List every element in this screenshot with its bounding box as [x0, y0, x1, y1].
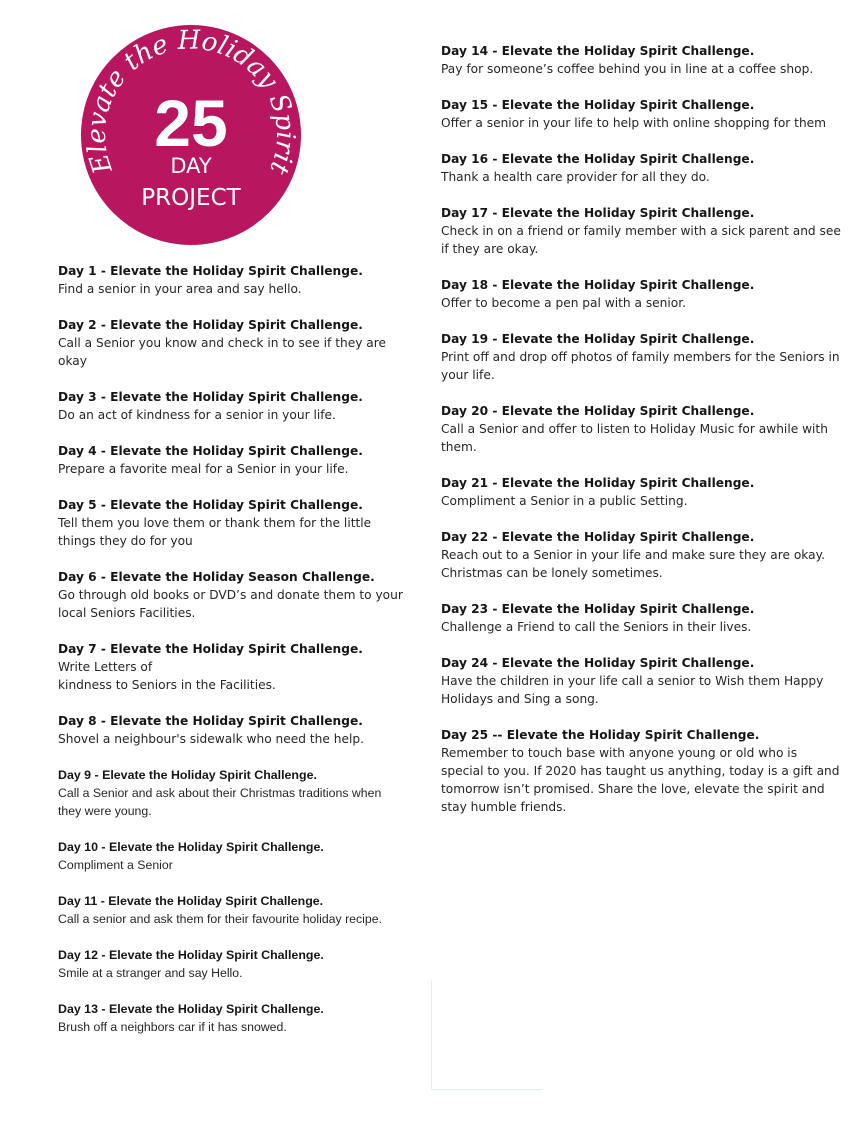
logo-badge	[79, 23, 303, 247]
day-entry-10	[58, 838, 403, 874]
day-title: Day 16 - Elevate the Holiday Spirit Challenge.	[441, 152, 755, 166]
day-text: Shovel a neighbour's sidewalk who need the help.	[58, 732, 364, 746]
day-text: Compliment a Senior in a public Setting.	[441, 494, 688, 508]
day-text: Call a senior and ask them for their favourite holiday recipe.	[58, 912, 382, 926]
day-entry-14	[441, 42, 841, 78]
day-title: Day 21 - Elevate the Holiday Spirit Challenge.	[441, 476, 755, 490]
day-title: Day 13 - Elevate the Holiday Spirit Challenge.	[58, 1002, 324, 1016]
day-title: Day 9 - Elevate the Holiday Spirit Challenge.	[58, 768, 317, 782]
day-text: Pay for someone’s coffee behind you in line at a coffee shop.	[441, 62, 814, 76]
day-title: Day 14 - Elevate the Holiday Spirit Challenge.	[441, 44, 755, 58]
project-logo	[79, 23, 303, 247]
left-column	[58, 262, 403, 1054]
day-title: Day 5 - Elevate the Holiday Spirit Challenge.	[58, 498, 363, 512]
day-text: Reach out to a Senior in your life and make sure they are okay. Christmas can be lonely sometimes.	[441, 548, 825, 580]
day-title: Day 18 - Elevate the Holiday Spirit Challenge.	[441, 278, 755, 292]
logo-number: 25	[154, 86, 228, 160]
day-entry-9	[58, 766, 403, 820]
day-text: Smile at a stranger and say Hello.	[58, 966, 243, 980]
day-entry-23	[441, 600, 841, 636]
day-text: Find a senior in your area and say hello.	[58, 282, 302, 296]
day-text-line-2: kindness to Seniors in the Facilities.	[58, 678, 276, 692]
day-title: Day 7 - Elevate the Holiday Spirit Challenge.	[58, 642, 363, 656]
day-text: Check in on a friend or family member with a sick parent and see if they are okay.	[441, 224, 841, 256]
day-title: Day 20 - Elevate the Holiday Spirit Challenge.	[441, 404, 755, 418]
day-entry-11	[58, 892, 403, 928]
day-text: Thank a health care provider for all they do.	[441, 170, 710, 184]
day-entry-19	[441, 330, 841, 384]
day-text-line-1: Write Letters of	[58, 660, 153, 674]
day-entry-24	[441, 654, 841, 708]
day-text: Compliment a Senior	[58, 858, 173, 872]
day-title: Day 11 - Elevate the Holiday Spirit Challenge.	[58, 894, 324, 908]
day-entry-12	[58, 946, 403, 982]
day-title: Day 15 - Elevate the Holiday Spirit Challenge.	[441, 98, 755, 112]
logo-day-label: DAY	[170, 154, 212, 178]
day-entry-3	[58, 388, 403, 424]
day-entry-6	[58, 568, 403, 622]
day-entry-8	[58, 712, 403, 748]
day-entry-13	[58, 1000, 403, 1036]
day-text: Print off and drop off photos of family members for the Seniors in your life.	[441, 350, 840, 382]
day-entry-1	[58, 262, 403, 298]
day-title: Day 22 - Elevate the Holiday Spirit Challenge.	[441, 530, 755, 544]
day-text: Go through old books or DVD’s and donate them to your local Seniors Facilities.	[58, 588, 403, 620]
day-text: Offer to become a pen pal with a senior.	[441, 296, 687, 310]
day-text: Offer a senior in your life to help with online shopping for them	[441, 116, 827, 130]
day-text: Remember to touch base with anyone young or old who is special to you. If 2020 has taught us anything, today is a gift and tomorrow isn’t promised. Share the love, elevate the spirit and stay humble friends.	[441, 746, 840, 814]
day-entry-16	[441, 150, 841, 186]
day-title: Day 17 - Elevate the Holiday Spirit Challenge.	[441, 206, 755, 220]
day-title: Day 19 - Elevate the Holiday Spirit Challenge.	[441, 332, 755, 346]
day-title: Day 2 - Elevate the Holiday Spirit Challenge.	[58, 318, 363, 332]
faint-border-horizontal	[431, 1089, 542, 1090]
day-title: Day 3 - Elevate the Holiday Spirit Challenge.	[58, 390, 363, 404]
faint-border-vertical	[431, 980, 432, 1090]
day-text: Prepare a favorite meal for a Senior in your life.	[58, 462, 349, 476]
logo-project-label: PROJECT	[141, 185, 241, 211]
day-entry-21	[441, 474, 841, 510]
day-title: Day 25 -- Elevate the Holiday Spirit Challenge.	[441, 728, 760, 742]
day-entry-2	[58, 316, 403, 370]
day-title: Day 10 - Elevate the Holiday Spirit Challenge.	[58, 840, 324, 854]
day-text: Call a Senior and offer to listen to Holiday Music for awhile with them.	[441, 422, 828, 454]
day-entry-15	[441, 96, 841, 132]
day-text: Challenge a Friend to call the Seniors in their lives.	[441, 620, 752, 634]
day-entry-7	[58, 640, 403, 694]
day-entry-4	[58, 442, 403, 478]
day-entry-22	[441, 528, 841, 582]
day-entry-5	[58, 496, 403, 550]
day-entry-20	[441, 402, 841, 456]
day-text: Tell them you love them or thank them for the little things they do for you	[58, 516, 372, 548]
right-column	[441, 42, 841, 834]
day-title: Day 1 - Elevate the Holiday Spirit Challenge.	[58, 264, 363, 278]
day-text: Call a Senior you know and check in to see if they are okay	[58, 336, 387, 368]
day-text: Have the children in your life call a senior to Wish them Happy Holidays and Sing a song.	[441, 674, 824, 706]
day-title: Day 8 - Elevate the Holiday Spirit Challenge.	[58, 714, 363, 728]
day-title: Day 12 - Elevate the Holiday Spirit Challenge.	[58, 948, 324, 962]
day-title: Day 6 - Elevate the Holiday Season Challenge.	[58, 570, 375, 584]
day-entry-17	[441, 204, 841, 258]
day-text: Do an act of kindness for a senior in your life.	[58, 408, 336, 422]
day-text: Call a Senior and ask about their Christmas traditions when they were young.	[58, 786, 382, 818]
day-entry-18	[441, 276, 841, 312]
day-title: Day 4 - Elevate the Holiday Spirit Challenge.	[58, 444, 363, 458]
day-title: Day 23 - Elevate the Holiday Spirit Challenge.	[441, 602, 755, 616]
day-entry-25	[441, 726, 841, 816]
logo-arc-text: Elevate the Holiday Spirit	[81, 25, 301, 179]
day-text: Brush off a neighbors car if it has snowed.	[58, 1020, 287, 1034]
day-title: Day 24 - Elevate the Holiday Spirit Challenge.	[441, 656, 755, 670]
